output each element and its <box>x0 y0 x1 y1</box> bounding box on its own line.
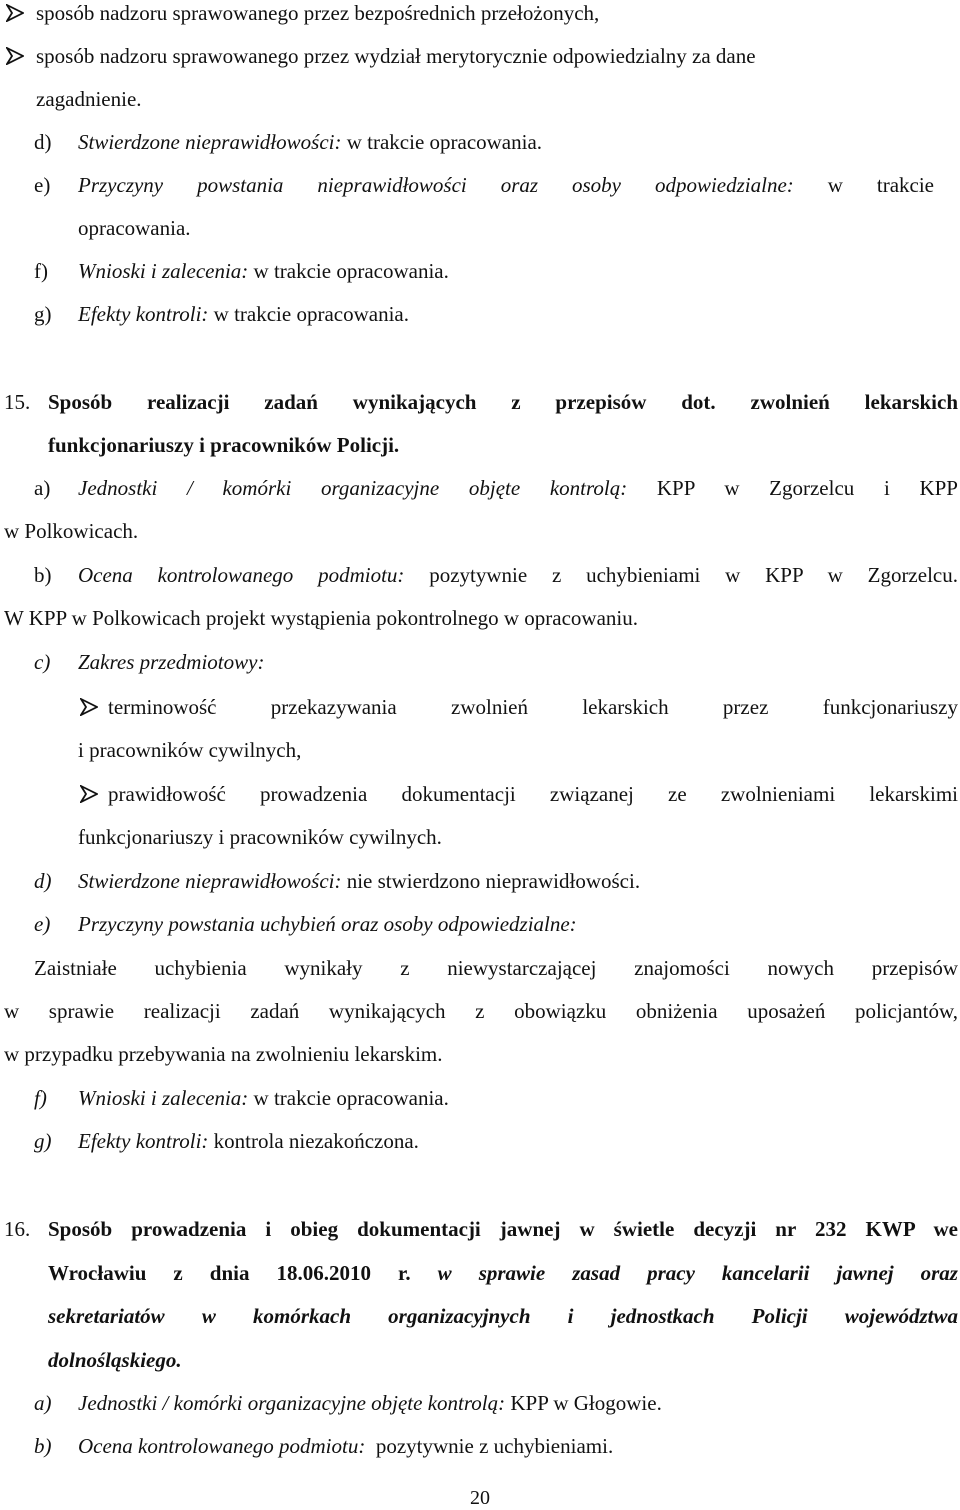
item-e: e) <box>34 912 51 936</box>
item-d-text: Stwierdzone nieprawidłowości: w trakcie opracowania. <box>78 130 543 154</box>
item-f: f) <box>34 259 48 283</box>
section-title-cont: dolnośląskiego. <box>48 1348 182 1372</box>
item-b: b) <box>34 563 52 587</box>
item-d-text: Stwierdzone nieprawidłowości: nie stwierdzono nieprawidłowości. <box>78 869 641 893</box>
item-a-text: Jednostki / komórki organizacyjne objęte kontrolą: KPP w Głogowie. <box>78 1391 662 1415</box>
bullet-text: sposób nadzoru sprawowanego przez bezpośrednich przełożonych, <box>36 1 600 25</box>
item-c-text: Zakres przedmiotowy: <box>78 650 265 674</box>
item-g-text: Efekty kontroli: kontrola niezakończona. <box>78 1129 419 1153</box>
item-d: d) <box>34 130 52 154</box>
page-number: 20 <box>470 1487 490 1509</box>
item-g-text: Efekty kontroli: w trakcie opracowania. <box>78 302 409 326</box>
bullet-text-cont: zagadnienie. <box>36 87 142 111</box>
section-title: Sposób realizacji zadań wynikających z przepisów dot. zwolnień lekarskich <box>48 390 958 414</box>
arrowhead-bullet-icon <box>80 785 98 803</box>
item-g: g) <box>34 302 52 326</box>
item-f-text: Wnioski i zalecenia: w trakcie opracowania. <box>78 1086 449 1110</box>
item-e-text: Przyczyny powstania uchybień oraz osoby odpowiedzialne: <box>78 912 577 936</box>
paragraph-line: w sprawie realizacji zadań wynikających z obowiązku obniżenia uposażeń policjantów, <box>4 999 958 1023</box>
item-a: a) <box>34 1391 52 1415</box>
item-f-text: Wnioski i zalecenia: w trakcie opracowania. <box>78 259 449 283</box>
section-title-cont: sekretariatów w komórkach organizacyjnych i jednostkach Policji województwa <box>48 1304 958 1328</box>
item-f: f) <box>34 1086 47 1110</box>
scope-item-cont: i pracowników cywilnych, <box>78 738 302 762</box>
section-title: Sposób prowadzenia i obieg dokumentacji jawnej w świetle decyzji nr 232 KWP we <box>48 1217 958 1241</box>
item-b-text: Ocena kontrolowanego podmiotu: pozytywnie z uchybieniami w KPP w Zgorzelcu. <box>78 563 958 587</box>
bullet-text: sposób nadzoru sprawowanego przez wydział merytorycznie odpowiedzialny za dane <box>36 44 756 68</box>
scope-item: prawidłowość prowadzenia dokumentacji związanej ze zwolnieniami lekarskimi <box>108 782 958 806</box>
item-d: d) <box>34 869 52 893</box>
item-e: e) <box>34 173 51 197</box>
arrowhead-bullet-icon <box>80 698 98 716</box>
item-a-cont: w Polkowicach. <box>4 519 139 543</box>
section-number: 16. <box>4 1217 31 1241</box>
paragraph-line: w przypadku przebywania na zwolnieniu lekarskim. <box>4 1042 443 1066</box>
item-a: a) <box>34 476 51 500</box>
paragraph-line: Zaistniałe uchybienia wynikały z niewystarczającej znajomości nowych przepisów <box>34 956 958 980</box>
section-title-cont: funkcjonariuszy i pracowników Policji. <box>48 433 400 457</box>
item-b-text: Ocena kontrolowanego podmiotu: pozytywnie z uchybieniami. <box>78 1434 614 1458</box>
item-b-cont: W KPP w Polkowicach projekt wystąpienia pokontrolnego w opracowaniu. <box>4 606 638 630</box>
item-c: c) <box>34 650 51 674</box>
arrowhead-bullet-icon <box>6 47 24 65</box>
scope-item: terminowość przekazywania zwolnień lekarskich przez funkcjonariuszy <box>108 695 958 719</box>
item-e-cont: opracowania. <box>78 216 191 240</box>
section-number: 15. <box>4 390 31 414</box>
item-a-text: Jednostki / komórki organizacyjne objęte kontrolą: KPP w Zgorzelcu i KPP <box>78 476 958 500</box>
section-title-cont: Wrocławiu z dnia 18.06.2010 r. w sprawie zasad pracy kancelarii jawnej oraz <box>48 1261 958 1285</box>
item-e-text: Przyczyny powstania nieprawidłowości oraz osoby odpowiedzialne: w trakcie <box>78 173 934 197</box>
scope-item-cont: funkcjonariuszy i pracowników cywilnych. <box>78 825 442 849</box>
item-b: b) <box>34 1434 52 1458</box>
arrowhead-bullet-icon <box>6 4 24 22</box>
item-g: g) <box>34 1129 52 1153</box>
